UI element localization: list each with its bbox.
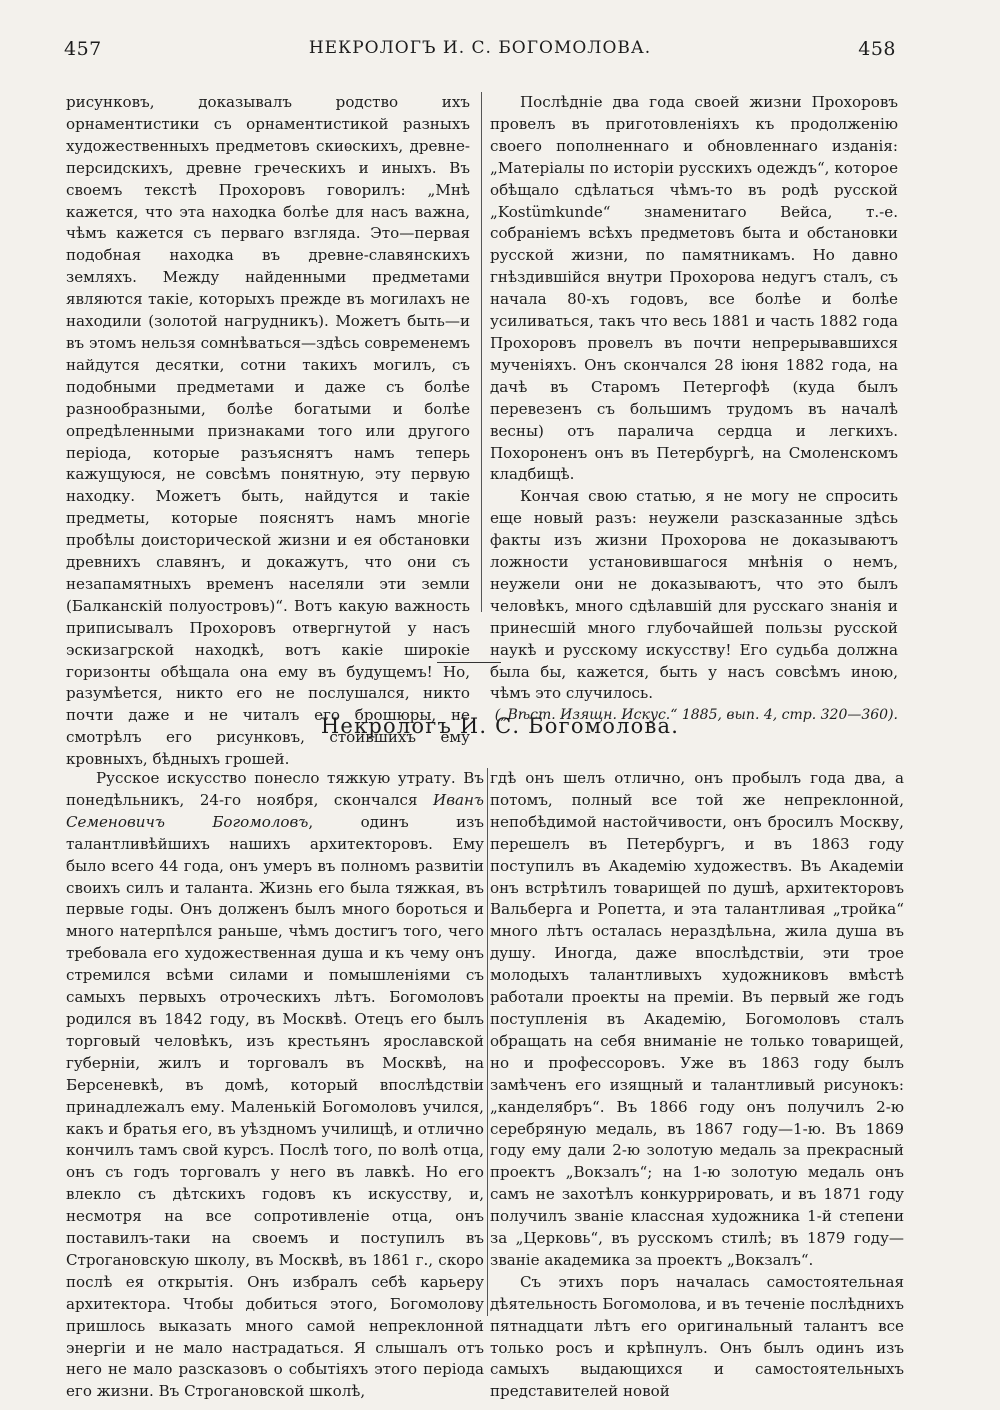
- page-number-left: 457: [64, 38, 102, 60]
- paragraph: Кончая свою статью, я не могу не спросить еще новый разъ: неужели разсказанные здѣсь факты изъ жизни Прохорова не доказываютъ ложности установившагося мнѣнія о немъ, неужели они не доказываютъ, что это былъ человѣкъ, много сдѣлавшій для русскаго знанія и принесшій много глубочайшей пользы русской наукѣ и русскому искусству! Его судьба должна была бы, кажется, быть у насъ совсѣмъ иною, чѣмъ это случилось.: [490, 487, 898, 703]
- paragraph: Съ этихъ поръ началась самостоятельная дѣятельность Богомолова, и въ теченіе послѣднихъ пятнадцати лѣтъ его оригинальный талантъ все только росъ и крѣпнулъ. Онъ былъ одинъ изъ самыхъ выдающихся и самостоятельныхъ представителей новой: [490, 1272, 904, 1401]
- column-divider: [487, 768, 488, 1316]
- paragraph-rest: , одинъ изъ талантливѣйшихъ нашихъ архитекторовъ. Ему было всего 44 года, онъ умеръ въ полномъ развитіи своихъ силъ и таланта. Жизнь его была тяжкая, въ первые годы. Онъ долженъ былъ много бороться и много натерпѣлся раньше, чѣмъ достигъ того, чего требовала его художественная душа и къ чему онъ стремился всѣми силами и помышленіями съ самыхъ первыхъ отроческихъ лѣтъ. Богомоловъ родился въ 1842 году, въ Москвѣ. Отецъ его былъ торговый человѣкъ, изъ крестьянъ ярославской губерніи, жилъ и торговалъ въ Москвѣ, на Берсеневкѣ, въ домѣ, который впослѣдствіи принадлежалъ ему. Маленькій Богомоловъ учился, какъ и братья его, въ уѣздномъ училищѣ, и отлично кончилъ тамъ свой курсъ. Послѣ того, по волѣ отца, онъ съ годъ торговалъ у него въ лавкѣ. Но его влекло съ дѣтскихъ годовъ къ искусству, и, несмотря на все сопротивленіе отца, онъ поставилъ-таки на своемъ и поступилъ въ Строгановскую школу, въ Москвѣ, въ 1861 г., скоро послѣ ея открытія. Онъ избралъ себѣ карьеру архитектора. Чтобы добиться этого, Богомолову пришлось выказать много самой непреклонной энергіи и не мало настрадаться. Я слышалъ отъ него не мало разсказовъ о событіяхъ этого періода его жизни. Въ Строгановской школѣ,: [66, 812, 484, 1401]
- running-title: НЕКРОЛОГЪ И. С. БОГОМОЛОВА.: [308, 38, 652, 58]
- paragraph: [66, 768, 484, 1403]
- running-head: [64, 38, 896, 66]
- column-divider: [481, 92, 482, 612]
- column-top-left: [66, 92, 470, 771]
- source-citation: („Вѣст. Изящн. Искус.“ 1885, вып. 4, стр. 320—360).: [494, 707, 898, 724]
- article-title: Некрологъ И. С. Богомолова.: [320, 714, 680, 738]
- paragraph: рисунковъ, доказывалъ родство ихъ орнаментистики съ орнаментистикой разныхъ художественныхъ предметовъ скиѳскихъ, древне-персидскихъ, древне греческихъ и иныхъ. Въ своемъ текстѣ Прохоровъ говорилъ: „Мнѣ кажется, что эта находка болѣе для насъ важна, чѣмъ кажется съ перваго взгляда. Это—первая подобная находка въ древне-славянскихъ земляхъ. Между найденными предметами являются такіе, которыхъ прежде въ могилахъ не находили (золотой нагрудникъ). Можетъ быть—и въ этомъ нельзя сомнѣваться—здѣсь современемъ найдутся десятки, сотни такихъ могилъ, съ подобными предметами и даже съ болѣе разнообразными, болѣе богатыми и болѣе опредѣленными признаками того или другого періода, которые разъяснятъ намъ теперь кажущуюся, не совсѣмъ понятную, эту первую находку. Можетъ быть, найдутся и такіе предметы, которые пояснятъ намъ многіе пробѣлы доисторической жизни и ея обстановки древнихъ славянъ, и докажутъ, что они съ незапамятныхъ временъ населяли эти земли (Балканскій полуостровъ)“. Вотъ какую важность приписывалъ Прохоровъ отвергнутой у насъ эскизагрской находкѣ, вотъ какіе широкіе горизонты обѣщала она ему въ будущемъ! Но, разумѣется, никто его не послушался, никто почти даже и не читалъ его брошюры, не смотрѣлъ его рисунковъ, стоившихъ ему кровныхъ, бѣдныхъ грошей.: [66, 93, 470, 769]
- paragraph-lead: Русское искусство понесло тяжкую утрату. Въ понедѣльникъ, 24-го ноября, скончался: [66, 769, 484, 809]
- section-separator: [437, 662, 501, 663]
- person-name: Иванъ Семеновичъ Богомоловъ: [66, 790, 484, 831]
- column-bottom-left: [66, 768, 484, 1403]
- column-bottom-right: [490, 768, 904, 1403]
- paragraph: Послѣдніе два года своей жизни Прохоровъ провелъ въ приготовленіяхъ къ продолженію своего пополненнаго и обновленнаго изданія: „Матеріалы по исторіи русскихъ одеждъ“, которое обѣщало сдѣлаться чѣмъ-то въ родѣ русской „Kostümkunde“ знаменитаго Вейса, т.-е. собраніемъ всѣхъ предметовъ быта и обстановки русской жизни, по памятникамъ. Но давно гнѣздившійся внутри Прохорова недугъ сталъ, съ начала 80-хъ годовъ, все болѣе и болѣе усиливаться, такъ что весь 1881 и часть 1882 года Прохоровъ провелъ въ почти непрерывавшихся мученіяхъ. Онъ скончался 28 іюня 1882 года, на дачѣ въ Старомъ Петергофѣ (куда былъ перевезенъ съ большимъ трудомъ въ началѣ весны) отъ паралича сердца и легкихъ. Похороненъ онъ въ Петербургѣ, на Смоленскомъ кладбищѣ.: [490, 93, 898, 484]
- column-top-right: [490, 92, 898, 727]
- paragraph: гдѣ онъ шелъ отлично, онъ пробылъ года два, а потомъ, полный все той же непреклонной, непобѣдимой настойчивости, онъ бросилъ Москву, перешелъ въ Петербургъ, и въ 1863 году поступилъ въ Академію художествъ. Въ Академіи онъ встрѣтилъ товарищей по душѣ, архитекторовъ Вальберга и Ропетта, и эта талантливая „тройка“ много лѣтъ осталась нераздѣльна, жила душа въ душу. Иногда, даже впослѣдствіи, эти трое молодыхъ талантливыхъ художниковъ вмѣстѣ работали проекты на преміи. Въ первый же годъ поступленія въ Академію, Богомоловъ сталъ обращать на себя вниманіе не только товарищей, но и профессоровъ. Уже въ 1863 году былъ замѣченъ его изящный и талантливый рисунокъ: „канделябръ“. Въ 1866 году онъ получилъ 2-ю серебряную медаль, въ 1867 году—1-ю. Въ 1869 году ему дали 2-ю золотую медаль за прекрасный проектъ „Вокзалъ“; на 1-ю золотую медаль онъ самъ не захотѣлъ конкуррировать, и въ 1871 году получилъ званіе классная художника 1-й степени за „Церковь“, въ русскомъ стилѣ; въ 1879 году—званіе академика за проектъ „Вокзалъ“.: [490, 769, 904, 1269]
- page-number-right: 458: [858, 38, 896, 60]
